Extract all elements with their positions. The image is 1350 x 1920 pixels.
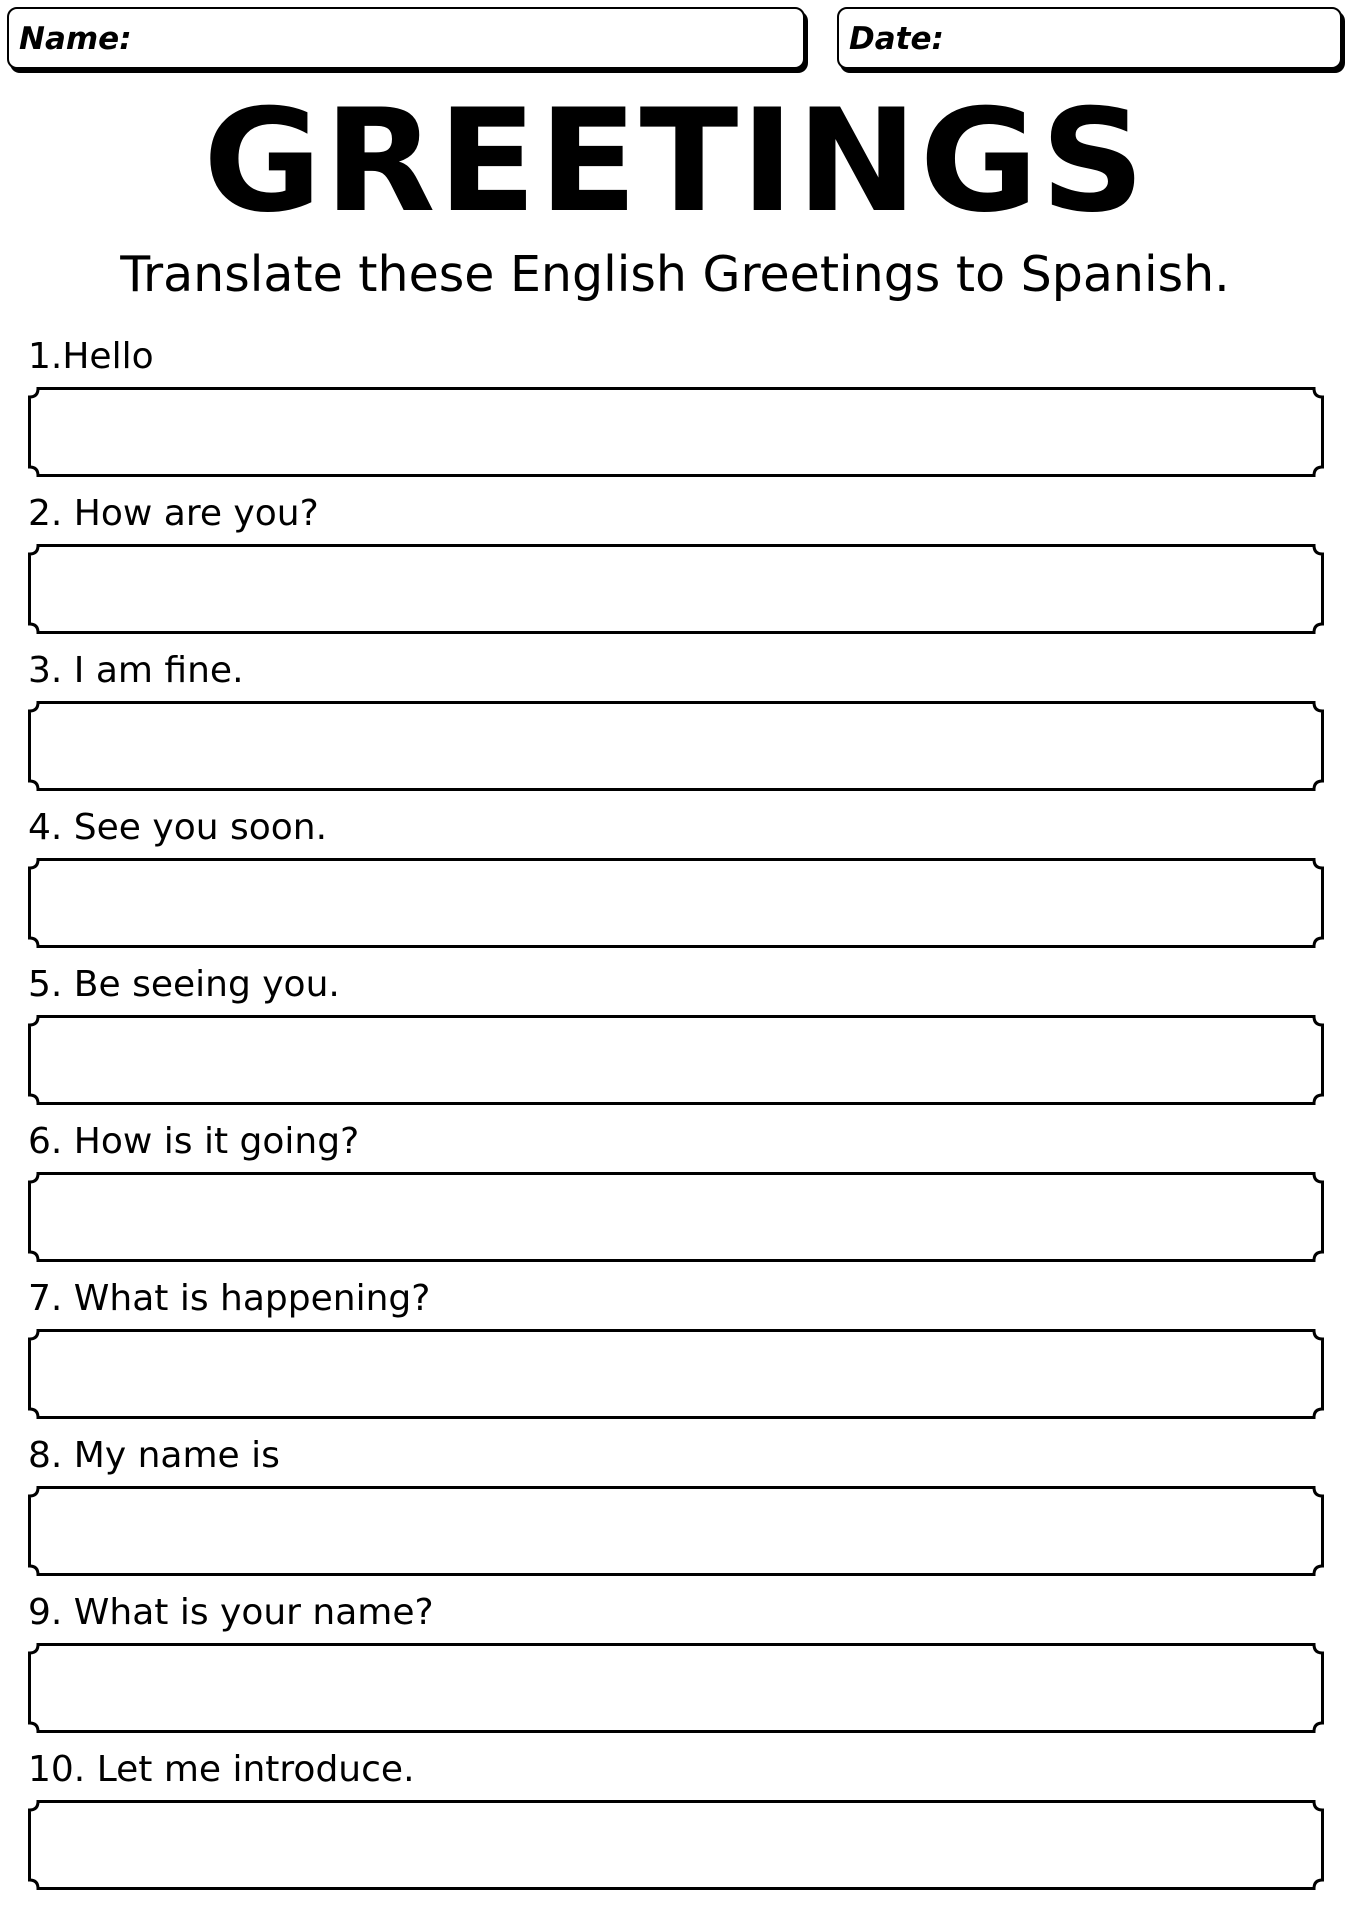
answer-box[interactable] (28, 544, 1324, 634)
question-label: 3. I am fine. (28, 650, 244, 691)
answer-box[interactable] (28, 858, 1324, 948)
question-label: 9. What is your name? (28, 1592, 434, 1633)
answer-box[interactable] (28, 1329, 1324, 1419)
answer-box[interactable] (28, 1643, 1324, 1733)
answer-box[interactable] (28, 387, 1324, 477)
question-label: 7. What is happening? (28, 1278, 431, 1319)
answer-box[interactable] (28, 1015, 1324, 1105)
answer-box[interactable] (28, 1486, 1324, 1576)
answer-box[interactable] (28, 701, 1324, 791)
date-field[interactable] (837, 7, 1342, 69)
name-field[interactable] (7, 7, 805, 69)
worksheet-instruction: Translate these English Greetings to Spanish. (120, 246, 1230, 303)
question-label: 1.Hello (28, 336, 154, 377)
question-label: 2. How are you? (28, 493, 319, 534)
date-label: Date: (849, 21, 944, 57)
question-label: 5. Be seeing you. (28, 964, 340, 1005)
name-label: Name: (19, 21, 132, 57)
answer-box[interactable] (28, 1172, 1324, 1262)
question-label: 10. Let me introduce. (28, 1749, 415, 1790)
question-label: 8. My name is (28, 1435, 280, 1476)
question-label: 4. See you soon. (28, 807, 328, 848)
worksheet-title: GREETINGS (203, 79, 1147, 244)
question-label: 6. How is it going? (28, 1121, 360, 1162)
answer-box[interactable] (28, 1800, 1324, 1890)
